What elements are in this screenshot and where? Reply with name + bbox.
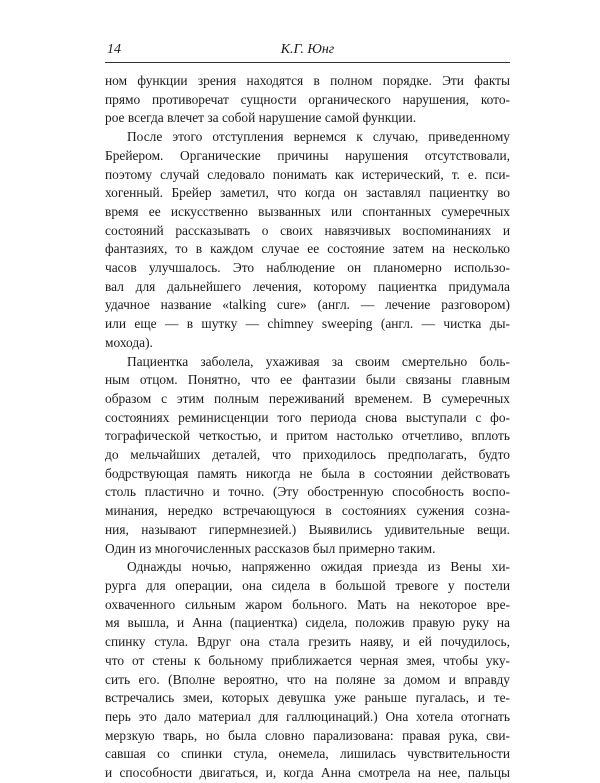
text-line: После этого отступления вернемся к случаю, приведенному <box>127 129 510 145</box>
text-line: охваченного сильным жаром больного. Мать на некоторое вре- <box>105 596 510 612</box>
text-line: столь пластично и точно. (Эту обостренную способность воспо- <box>105 484 510 500</box>
text-line: часов улучшалось. Это наблюдение он планомерно использо- <box>105 260 510 276</box>
text-line: ния, называют гипермнезией.) Выявились удивительные вещи. <box>105 521 510 537</box>
text-line: состояниях реминисценции того периода снова выступали с фо- <box>105 409 510 425</box>
body-text <box>105 72 510 783</box>
text-line: и способности двигаться, и, когда Анна смотрела на нее, пальцы <box>105 765 510 781</box>
text-line: мохода). <box>105 334 153 350</box>
text-line: вал для дальнейшего лечения, которому пациентка придумала <box>105 278 510 294</box>
text-line: мерзкую тварь, но была словно парализована: правая рука, сви- <box>105 727 510 743</box>
text-line: до мельчайших деталей, что приходилось предполагать, будто <box>105 447 510 463</box>
text-line: сить его. (Вполне вероятно, что на поляне за домом и вправду <box>105 671 510 687</box>
text-line: время ее искусственно вызванных или спонтанных сумеречных <box>105 203 510 219</box>
text-line: ном функции зрения находятся в полном порядке. Эти факты <box>105 73 510 88</box>
text-line: минания, нередко встречающуюся в состояниях сужения созна- <box>105 503 510 519</box>
text-line: встречались змеи, которых девушка уже раньше пугалась, и те- <box>105 690 510 706</box>
text-line: хогенный. Брейер заметил, что когда он заставлял пациентку во <box>105 185 510 201</box>
text-line: образом с этим полным переживаний временем. В сумеречных <box>105 390 510 406</box>
text-line: поэтому случай следовало понимать как истерический, т. е. пси- <box>105 166 510 182</box>
text-line: Пациентка заболела, ухаживая за своим смертельно боль- <box>127 353 510 369</box>
text-line: бодрствующая память никогда не была в состоянии действовать <box>105 465 510 481</box>
text-line: ным отцом. Понятно, что ее фантазии были связаны главным <box>105 372 510 388</box>
text-line: что от стены к больному приближается черная змея, чтобы уку- <box>105 652 510 668</box>
text-line: мя вышла, и Анна (пациентка) сидела, положив правую руку на <box>105 615 510 631</box>
book-page <box>105 40 510 783</box>
text-line: фантазиях, то в каждом случае ее состояние затем на несколько <box>105 241 510 257</box>
running-title: К.Г. Юнг <box>280 42 335 57</box>
text-line: перь это дало материал для галлюцинаций.) Она хотела отогнать <box>105 708 510 724</box>
text-line: прямо противоречат сущности органического нарушения, кото- <box>105 91 510 107</box>
text-line: состояний рассказывать о своих навязчивых воспоминаниях и <box>105 222 510 238</box>
text-line: Брейером. Органические причины нарушения отсутствовали, <box>105 147 510 163</box>
text-line: или еще — в шутку — chimney sweeping (англ. — чистка ды- <box>105 316 510 332</box>
text-line: Один из многочисленных рассказов был примерно таким. <box>105 540 436 556</box>
text-line: рое всегда влечет за собой нарушение самой функции. <box>105 110 417 126</box>
text-line: рурга для операции, она сидела в большой тревоге у постели <box>105 577 510 593</box>
text-line: Однажды ночью, напряженно ожидая приезда из Вены хи- <box>127 559 510 575</box>
text-line: савшая со спинки стула, онемела, лишилась чувствительности <box>105 746 510 762</box>
text-line: тографической четкостью, и притом настолько отчетливо, вплоть <box>105 428 510 444</box>
running-header <box>105 40 510 63</box>
text-line: удачное название «talking cure» (англ. — лечение разговором) <box>105 297 510 313</box>
page-number: 14 <box>107 42 121 57</box>
text-line: спинку стула. Вдруг она стала грезить наяву, и ей почудилось, <box>105 634 510 650</box>
